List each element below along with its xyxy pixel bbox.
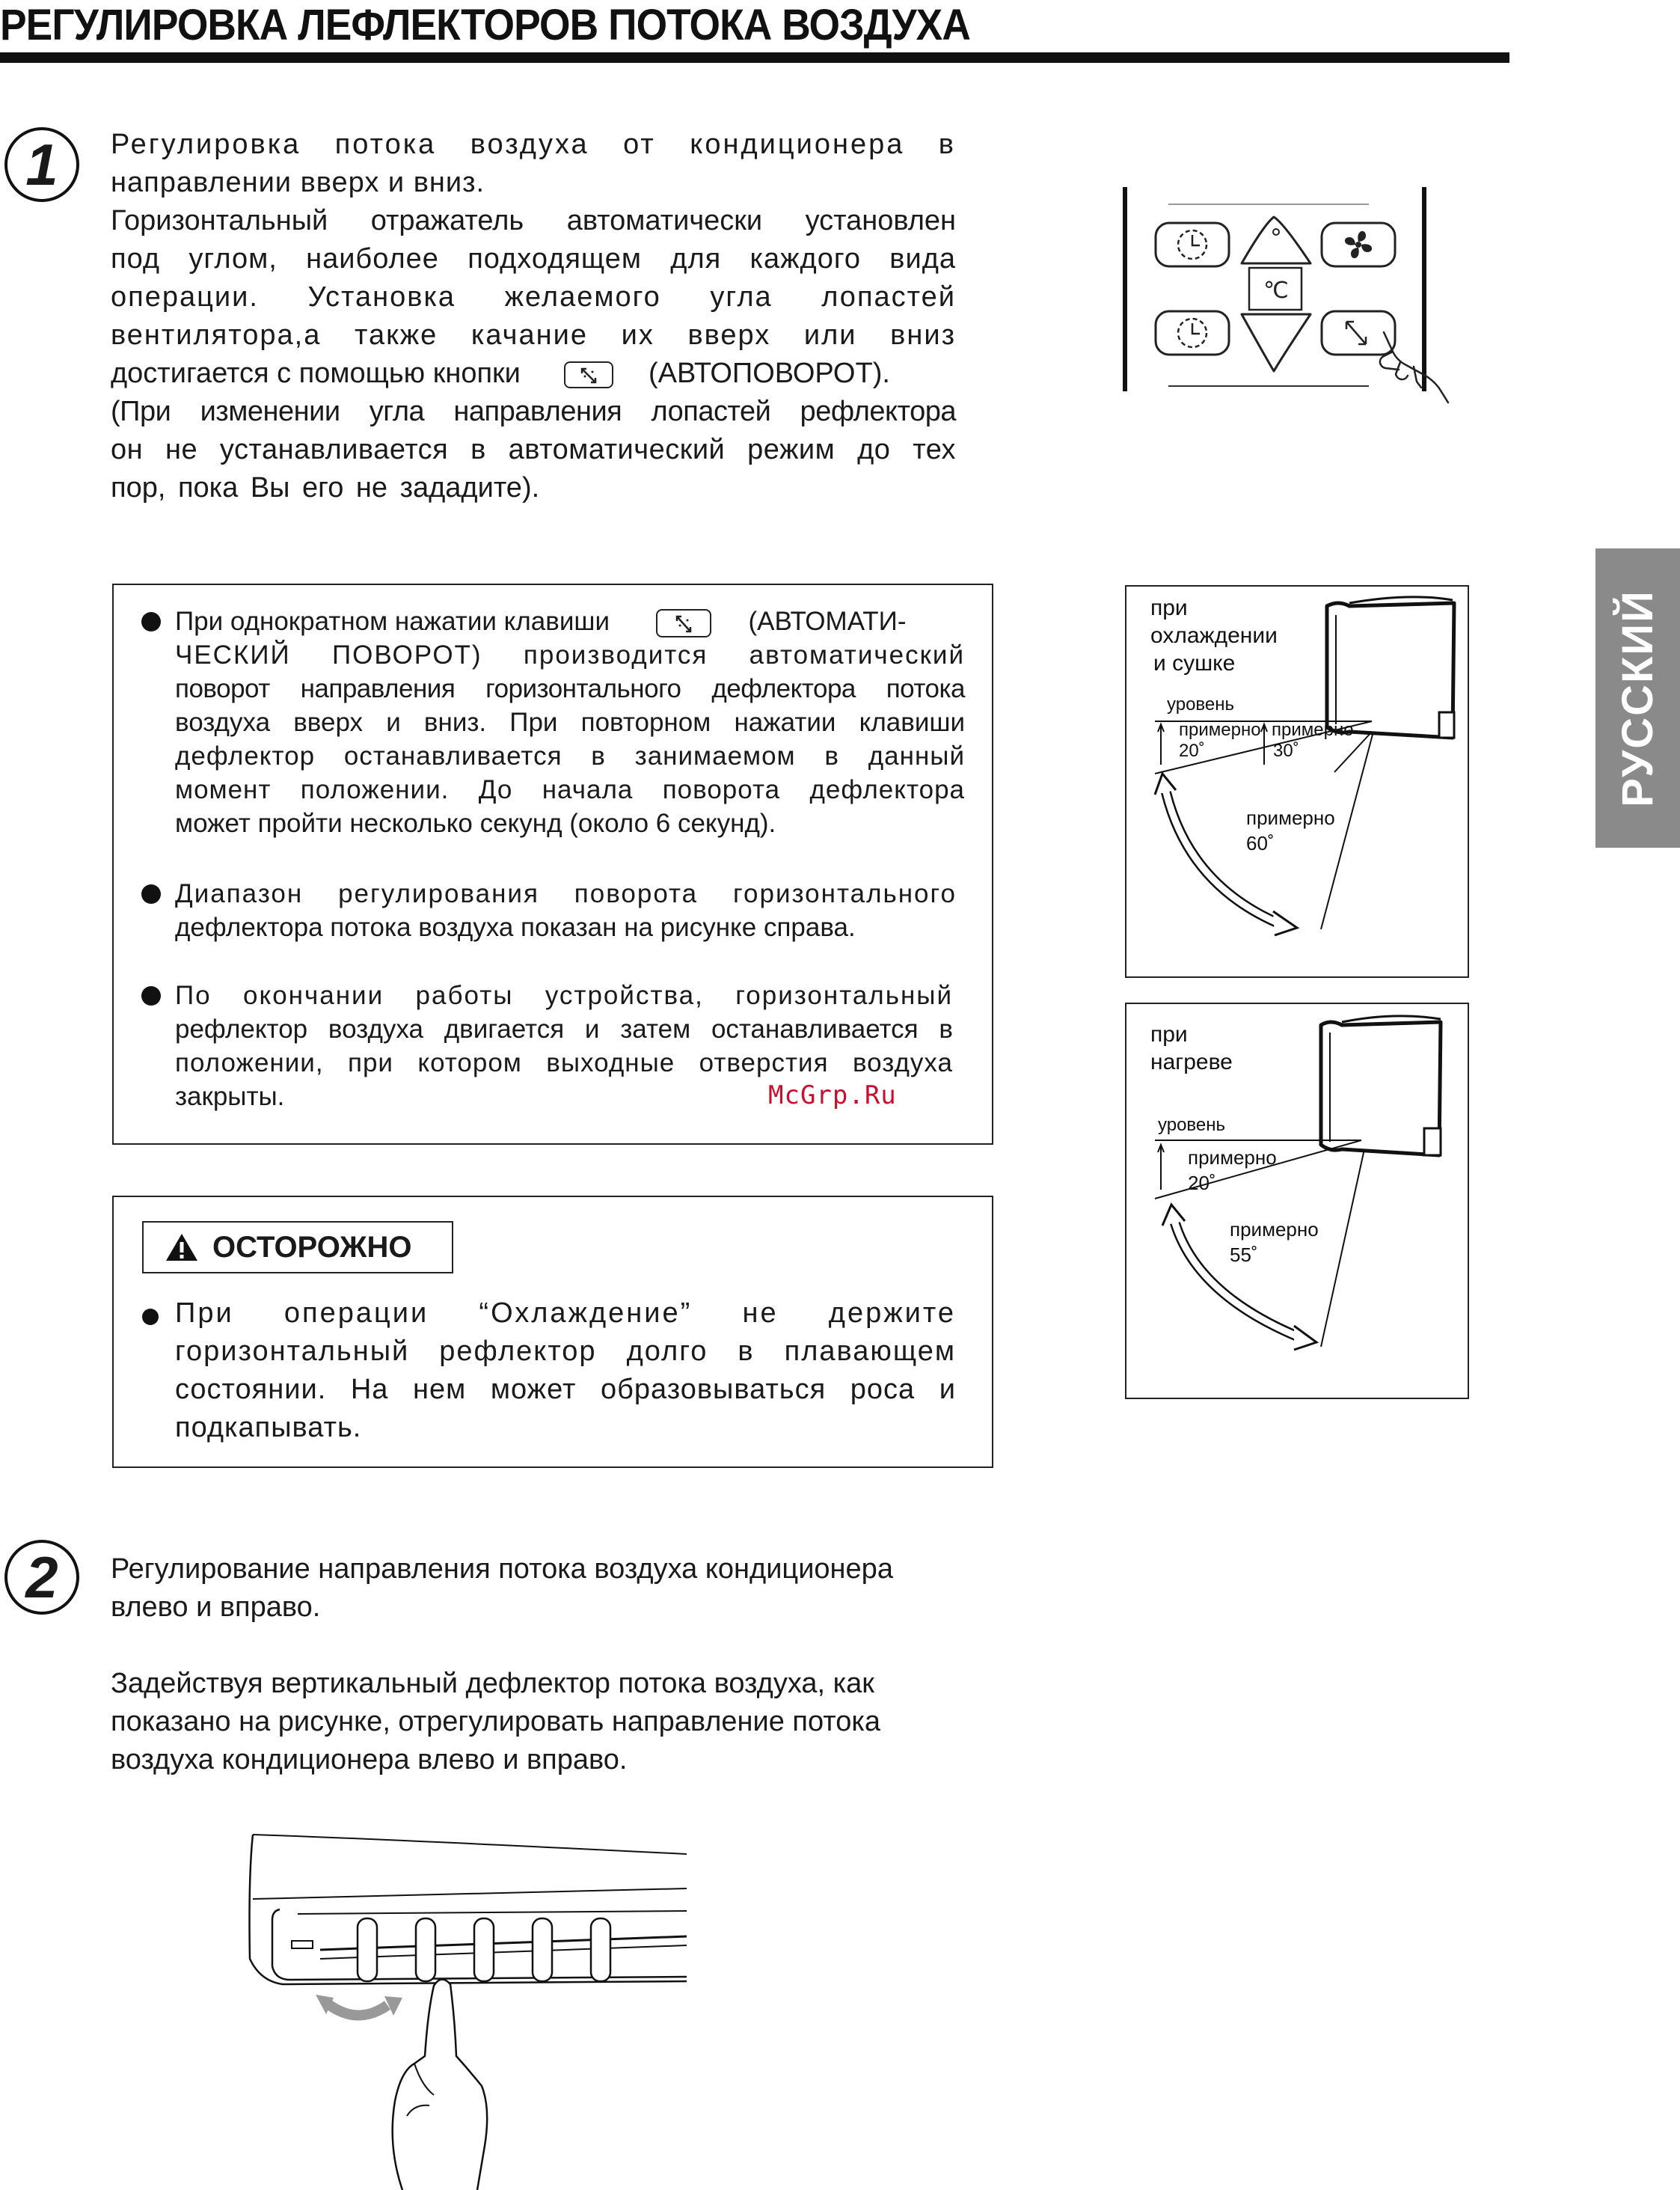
info-bullet-1-line: дефлектор останавливается в занимаемом в данный [175,741,965,771]
language-tab-label: РУССКИЙ [1613,589,1662,807]
heating-label-line: нагреве [1150,1050,1233,1074]
step-2-line: воздуха кондиционера влево и вправо. [111,1744,628,1775]
step-1-line: (При изменении угла направления лопастей рефлектора [111,396,956,427]
step-1-line: пор, пока Вы его не зададите). [111,472,540,504]
heating-level-label: уровень [1158,1115,1226,1135]
cooling-approx-label: примерно [1179,720,1261,740]
step-1-line: достигается с помощью кнопки [111,358,521,389]
caution-heading [142,1221,453,1273]
step-2-line: Задействуя вертикальный дефлектор потока воздуха, как [111,1668,874,1699]
cooling-angle-value: 30˚ [1273,741,1299,761]
step-1-number: 1 [4,127,79,202]
step-1-line: он не устанавливается в автоматический режим до тех [111,434,956,465]
step-1-line: вентилятора,а также качание их вверх или вниз [111,319,956,351]
info-bullet-1-line: поворот направления горизонтального дефлектора потока [175,674,965,703]
info-bullet-1-line: воздуха вверх и вниз. При повторном нажатии клавиши [175,708,965,737]
caution-text [175,1294,956,1447]
step-1-line: под углом, наиболее подходящем для каждого вида [111,243,956,275]
ac-unit-icon [1321,1022,1441,1155]
info-bullet-3-line: По окончании работы устройства, горизонтальный [175,981,953,1010]
bullet-icon [141,986,161,1006]
cooling-approx-label: примерно [1246,807,1335,829]
vertical-louver-illustration [238,1832,702,2190]
swing-button-icon [564,361,613,388]
cooling-approx-label: примерно [1272,720,1354,740]
info-bullet-1-line: ЧЕСКИЙ ПОВОРОТ) производится автоматический [175,640,965,670]
watermark: McGrp.Ru [768,1080,897,1110]
bullet-icon [141,612,161,631]
step-2-number: 2 [4,1540,79,1615]
remote-control-illustration [1115,178,1451,410]
cooling-label-line: при [1150,596,1188,620]
auto-swing-key-icon [656,609,711,637]
temperature-up-button[interactable] [1242,217,1310,263]
info-bullet-1 [175,605,965,840]
cooling-angle-30 [1272,720,1354,762]
info-bullet-1-line: может пройти несколько секунд (около 6 секунд). [175,809,776,838]
info-bullet-3-line: закрыты. [175,1082,285,1111]
step-1-line: Регулировка потока воздуха от кондиционера в [111,129,956,160]
step-1-button-line [111,355,956,393]
cooling-label-line: охлаждении [1150,623,1278,648]
step-1-text [111,126,956,507]
hand-icon [393,1979,488,2190]
step-2-line: влево и вправо. [111,1591,321,1623]
left-right-arrow-icon [328,2004,387,2016]
step-1-line: операции. Установка желаемого угла лопастей [111,281,956,313]
temperature-unit: ℃ [1263,278,1289,303]
step-1-line: Горизонтальный отражатель автоматически установлен [111,205,956,236]
bullet-icon [142,1309,159,1325]
title-rule [0,52,1509,63]
caution-line: При операции “Охлаждение” не держите [175,1297,956,1329]
cooling-level-label: уровень [1167,694,1235,715]
bullet-icon [141,884,161,904]
heating-approx-label: примерно [1230,1218,1319,1241]
caution-line: состоянии. На нем может образовываться роса и [175,1374,956,1405]
heating-angle-value: 20˚ [1188,1172,1216,1194]
ac-unit-icon [1327,603,1454,738]
info-bullet-2-line: Диапазон регулирования поворота горизонтального [175,879,957,908]
caution-line: горизонтальный рефлектор долго в плавающем [175,1336,956,1367]
info-bullet-2-line: дефлектора потока воздуха показан на рисунке справа. [175,913,856,942]
info-bullet-1-line: (АВТОМАТИ- [748,607,907,636]
cooling-angle-20 [1179,720,1261,762]
heating-label-line: при [1150,1022,1188,1047]
language-tab [1595,548,1680,848]
heating-angle-value: 55˚ [1230,1244,1258,1266]
timer-off-button[interactable] [1156,311,1229,355]
caution-heading-text: ОСТОРОЖНО [212,1230,412,1264]
info-bullet-2 [175,877,957,944]
step-2-line: показано на рисунке, отрегулировать направление потока [111,1706,880,1737]
fan-button[interactable] [1322,223,1395,266]
info-bullet-3-line: положении, при котором выходные отверстия воздуха [175,1048,953,1077]
step-2-line: Регулирование направления потока воздуха кондиционера [111,1553,893,1585]
info-bullet-1-line: При однократном нажатии клавиши [175,607,610,636]
timer-on-button[interactable] [1156,223,1229,266]
cooling-angle-value: 20˚ [1179,741,1205,761]
heating-label [1150,1021,1233,1076]
step-1-line: (АВТОПОВОРОТ). [649,358,890,389]
cooling-label-line: и сушке [1153,651,1236,676]
cooling-label [1150,594,1278,677]
temperature-down-button[interactable] [1242,314,1310,371]
warning-icon [165,1232,199,1262]
heating-approx-label: примерно [1188,1146,1277,1169]
info-bullet-1-line: момент положении. До начала поворота дефлектора [175,775,965,804]
page-title: РЕГУЛИРОВКА ЛЕФЛЕКТОРОВ ПОТОКА ВОЗДУХА [0,1,970,49]
cooling-angle-60 [1246,805,1335,856]
heating-angle-55 [1230,1217,1319,1267]
step-2-text [111,1550,978,1779]
cooling-angle-value: 60˚ [1246,832,1275,854]
step-1-line: направлении вверх и вниз. [111,167,485,198]
heating-angle-20 [1188,1145,1277,1196]
caution-line: подкапывать. [175,1412,362,1443]
info-bullet-3-line: рефлектор воздуха двигается и затем останавливается в [175,1015,953,1044]
